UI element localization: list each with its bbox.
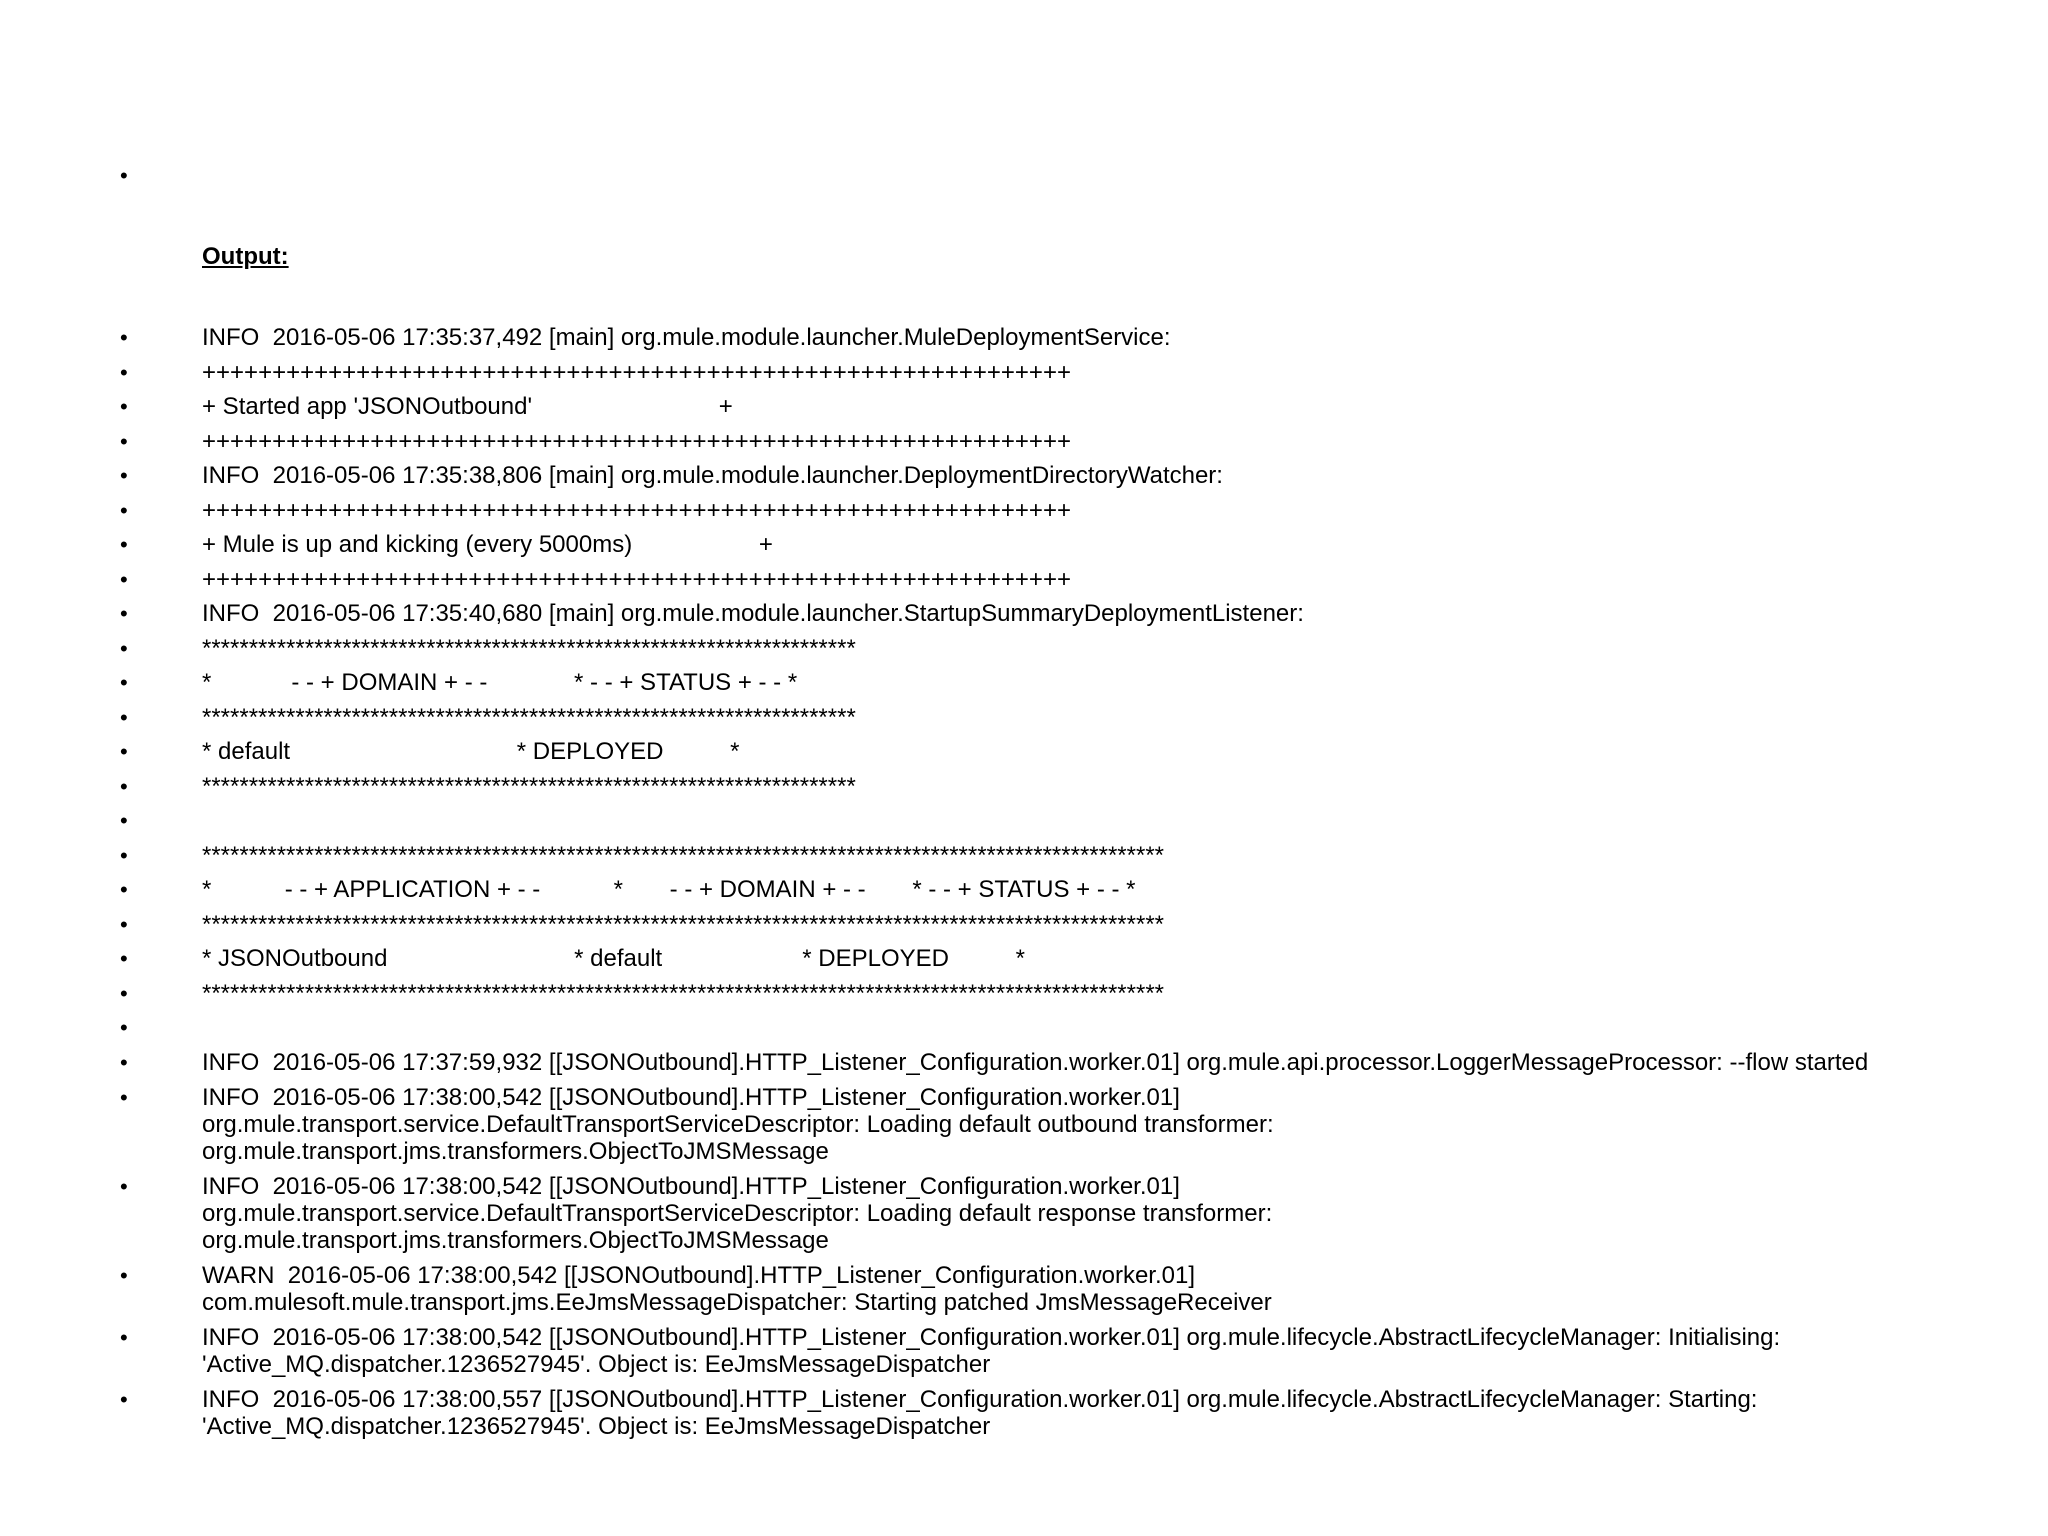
bullet-icon: • (120, 842, 128, 868)
bullet-icon: • (120, 1049, 128, 1075)
log-line-text: ********************************************************************** (202, 634, 856, 662)
log-line-text: ******************************************************************************************************* (202, 841, 1165, 869)
log-line-17 (120, 876, 1980, 911)
log-line-9 (120, 600, 1980, 635)
log-line-4 (120, 428, 1980, 463)
bullet-icon: • (120, 1084, 128, 1110)
log-line-text: INFO 2016-05-06 17:35:37,492 [main] org.mule.module.launcher.MuleDeploymentService: (202, 324, 1171, 351)
log-line-5 (120, 462, 1980, 497)
log-line-text: ++++++++++++++++++++++++++++++++++++++++++++++++++++++++++++++ (202, 565, 1071, 593)
log-line-2 (120, 359, 1980, 394)
output-heading-item (120, 162, 1980, 324)
log-line-text: ********************************************************************** (202, 703, 856, 731)
log-line-22 (120, 1049, 1980, 1084)
bullet-icon: • (120, 808, 128, 833)
log-line-27 (120, 1386, 1980, 1448)
log-line-14 (120, 773, 1980, 808)
bullet-icon: • (120, 163, 128, 188)
bullet-icon: • (120, 635, 128, 661)
log-line-text: INFO 2016-05-06 17:35:38,806 [main] org.mule.module.launcher.DeploymentDirectoryWatcher: (202, 462, 1223, 489)
log-line-text: INFO 2016-05-06 17:38:00,542 [[JSONOutbound].HTTP_Listener_Configuration.worker.01] org.mule.transport.service.DefaultTransportServiceDescriptor: Loading default outbound transformer: org.mule.transport.jms.transformers.ObjectToJMSMessage (202, 1083, 1274, 1165)
log-line-text: INFO 2016-05-06 17:37:59,932 [[JSONOutbound].HTTP_Listener_Configuration.worker.01] org.mule.api.processor.LoggerMessageProcessor: --flow started (202, 1048, 1869, 1076)
bullet-icon: • (120, 428, 128, 454)
log-line-text: * JSONOutbound * default * DEPLOYED * (202, 945, 1025, 972)
bullet-icon: • (120, 1324, 128, 1350)
bullet-icon: • (120, 497, 128, 523)
output-heading: Output: (202, 243, 289, 270)
log-line-text: WARN 2016-05-06 17:38:00,542 [[JSONOutbound].HTTP_Listener_Configuration.worker.01] com.mulesoft.mule.transport.jms.EeJmsMessageDispatcher: Starting patched JmsMessageReceiver (202, 1261, 1272, 1316)
log-line-25 (120, 1262, 1980, 1324)
log-line-text: + Started app 'JSONOutbound' + (202, 393, 733, 420)
bullet-icon: • (120, 911, 128, 937)
log-output-list (120, 162, 1980, 1448)
log-line-23 (120, 1084, 1980, 1173)
log-line-18 (120, 911, 1980, 946)
log-line-19 (120, 945, 1980, 980)
log-line-11 (120, 669, 1980, 704)
log-line-21 (120, 1014, 1980, 1049)
log-line-text: + Mule is up and kicking (every 5000ms) + (202, 531, 773, 558)
log-line-20 (120, 980, 1980, 1015)
bullet-icon: • (120, 1173, 128, 1199)
log-line-text: * - - + APPLICATION + - - * - - + DOMAIN + - - * - - + STATUS + - - * (202, 876, 1136, 903)
log-line-12 (120, 704, 1980, 739)
bullet-icon: • (120, 670, 128, 695)
log-line-text: ********************************************************************** (202, 772, 856, 800)
log-line-6 (120, 497, 1980, 532)
bullet-icon: • (120, 394, 128, 419)
log-line-text: ++++++++++++++++++++++++++++++++++++++++++++++++++++++++++++++ (202, 496, 1071, 524)
bullet-icon: • (120, 980, 128, 1006)
bullet-icon: • (120, 566, 128, 592)
log-line-text: ******************************************************************************************************* (202, 910, 1165, 938)
log-line-1 (120, 324, 1980, 359)
bullet-icon: • (120, 773, 128, 799)
log-line-7 (120, 531, 1980, 566)
bullet-icon: • (120, 359, 128, 385)
bullet-icon: • (120, 1386, 128, 1412)
bullet-icon: • (120, 739, 128, 764)
log-line-text: * - - + DOMAIN + - - * - - + STATUS + - - * (202, 669, 798, 696)
bullet-icon: • (120, 601, 128, 626)
log-line-3 (120, 393, 1980, 428)
log-line-8 (120, 566, 1980, 601)
log-line-13 (120, 738, 1980, 773)
log-line-text: ++++++++++++++++++++++++++++++++++++++++++++++++++++++++++++++ (202, 427, 1071, 455)
log-line-26 (120, 1324, 1980, 1386)
log-line-16 (120, 842, 1980, 877)
bullet-icon: • (120, 1262, 128, 1288)
bullet-icon: • (120, 877, 128, 902)
bullet-icon: • (120, 1015, 128, 1040)
log-line-15 (120, 807, 1980, 842)
log-line-text: INFO 2016-05-06 17:35:40,680 [main] org.mule.module.launcher.StartupSummaryDeploymentListener: (202, 600, 1304, 627)
log-line-text: ******************************************************************************************************* (202, 979, 1165, 1007)
log-line-10 (120, 635, 1980, 670)
bullet-icon: • (120, 325, 128, 350)
log-line-text: INFO 2016-05-06 17:38:00,542 [[JSONOutbound].HTTP_Listener_Configuration.worker.01] org.mule.lifecycle.AbstractLifecycleManager: Initialising: 'Active_MQ.dispatcher.1236527945'. Object is: EeJmsMessageDispatcher (202, 1323, 1787, 1378)
log-line-text: * default * DEPLOYED * (202, 738, 740, 765)
log-line-24 (120, 1173, 1980, 1262)
bullet-icon: • (120, 463, 128, 488)
bullet-icon: • (120, 532, 128, 557)
log-line-text: ++++++++++++++++++++++++++++++++++++++++++++++++++++++++++++++ (202, 358, 1071, 386)
bullet-icon: • (120, 704, 128, 730)
bullet-icon: • (120, 946, 128, 971)
log-line-text: INFO 2016-05-06 17:38:00,557 [[JSONOutbound].HTTP_Listener_Configuration.worker.01] org.mule.lifecycle.AbstractLifecycleManager: Starting: 'Active_MQ.dispatcher.1236527945'. Object is: EeJmsMessageDispatcher (202, 1385, 1765, 1440)
log-line-text: INFO 2016-05-06 17:38:00,542 [[JSONOutbound].HTTP_Listener_Configuration.worker.01] org.mule.transport.service.DefaultTransportServiceDescriptor: Loading default response transformer: org.mule.transport.jms.transformers.ObjectToJMSMessage (202, 1172, 1273, 1254)
